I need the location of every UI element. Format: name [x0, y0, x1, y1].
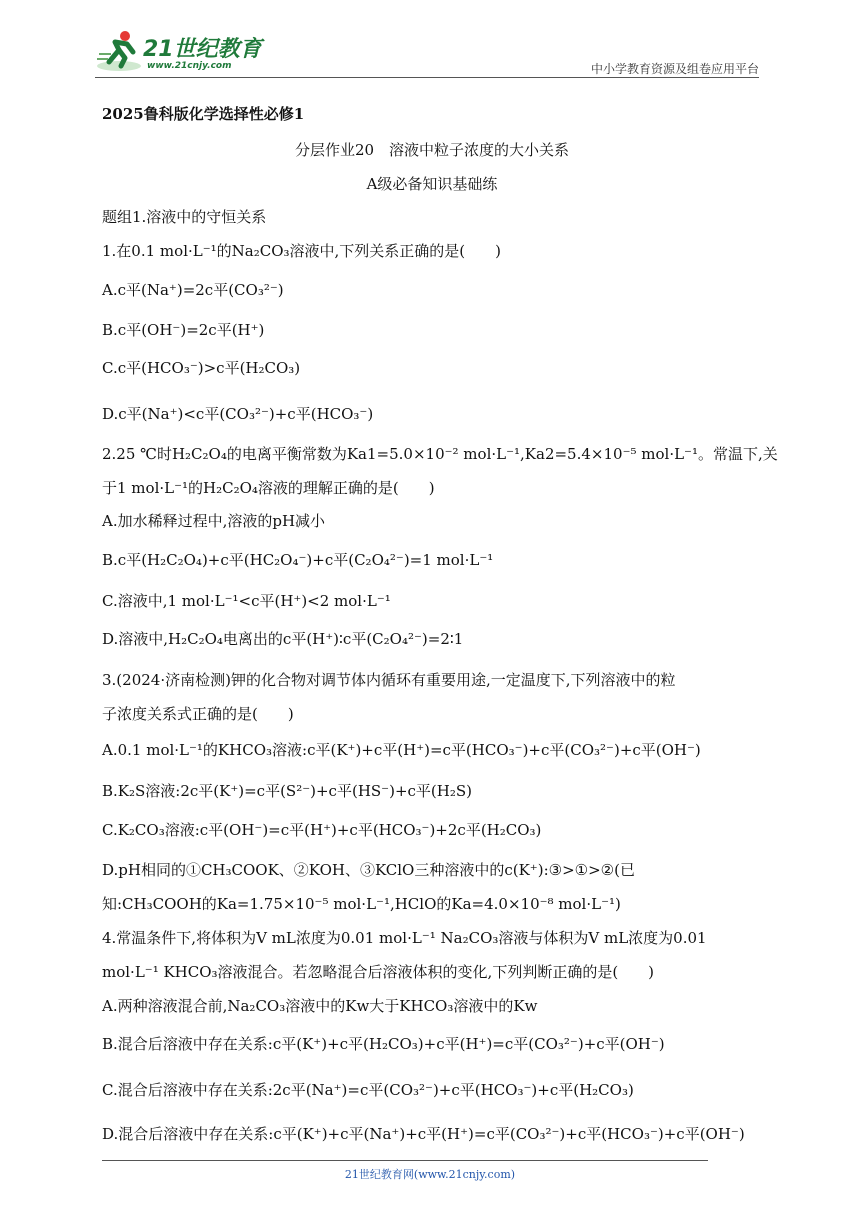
- platform-label: 中小学教育资源及组卷应用平台: [590, 62, 759, 76]
- logo-text: 21世纪教育: [143, 37, 262, 62]
- q3-option-a: A.0.1 mol·L⁻¹的KHCO₃溶液:c平(K⁺)+c平(H⁺)=c平(HCO₃⁻)+c平(CO₃²⁻)+c平(OH⁻): [102, 741, 701, 759]
- q3-option-b: B.K₂S溶液:2c平(K⁺)=c平(S²⁻)+c平(HS⁻)+c平(H₂S): [102, 782, 472, 800]
- q2-option-c: C.溶液中,1 mol·L⁻¹<c平(H⁺)<2 mol·L⁻¹: [102, 592, 391, 610]
- footer-divider: [102, 1160, 708, 1161]
- q3-option-c: C.K₂CO₃溶液:c平(OH⁻)=c平(H⁺)+c平(HCO₃⁻)+2c平(H₂CO₃): [102, 821, 542, 839]
- q1-option-a: A.c平(Na⁺)=2c平(CO₃²⁻): [102, 281, 284, 299]
- runner-logo-icon: [95, 28, 145, 74]
- logo: [95, 28, 275, 74]
- q3-stem-line1: 3.(2024·济南检测)钾的化合物对调节体内循环有重要用途,一定温度下,下列溶液中的粒: [102, 671, 676, 689]
- q2-option-a: A.加水稀释过程中,溶液的pH减小: [102, 512, 326, 530]
- logo-url: www.21cnjy.com: [147, 61, 232, 71]
- q2-stem-line2: 于1 mol·L⁻¹的H₂C₂O₄溶液的理解正确的是( ): [102, 479, 435, 497]
- q3-option-d-line1: D.pH相同的①CH₃COOK、②KOH、③KClO三种溶液中的c(K⁺):③>①>②(已: [102, 861, 635, 879]
- q4-option-d: D.混合后溶液中存在关系:c平(K⁺)+c平(Na⁺)+c平(H⁺)=c平(CO₃²⁻)+c平(HCO₃⁻)+c平(OH⁻): [102, 1125, 745, 1143]
- q4-option-c: C.混合后溶液中存在关系:2c平(Na⁺)=c平(CO₃²⁻)+c平(HCO₃⁻)+c平(H₂CO₃): [102, 1081, 634, 1099]
- q1-option-c: C.c平(HCO₃⁻)>c平(H₂CO₃): [102, 359, 301, 377]
- q2-option-b: B.c平(H₂C₂O₄)+c平(HC₂O₄⁻)+c平(C₂O₄²⁻)=1 mol·L⁻¹: [102, 551, 494, 569]
- q1-option-d: D.c平(Na⁺)<c平(CO₃²⁻)+c平(HCO₃⁻): [102, 405, 374, 423]
- series-title: 2025鲁科版化学选择性必修1: [102, 105, 305, 123]
- header-divider: [95, 77, 759, 78]
- q1-option-b: B.c平(OH⁻)=2c平(H⁺): [102, 321, 265, 339]
- q2-option-d: D.溶液中,H₂C₂O₄电离出的c平(H⁺)∶c平(C₂O₄²⁻)=2∶1: [102, 630, 464, 648]
- q2-stem-line1: 2.25 ℃时H₂C₂O₄的电离平衡常数为Ka1=5.0×10⁻² mol·L⁻¹,Ka2=5.4×10⁻⁵ mol·L⁻¹。常温下,关: [102, 445, 778, 463]
- q4-stem-line2: mol·L⁻¹ KHCO₃溶液混合。若忽略混合后溶液体积的变化,下列判断正确的是( ): [102, 963, 655, 981]
- q4-option-b: B.混合后溶液中存在关系:c平(K⁺)+c平(H₂CO₃)+c平(H⁺)=c平(CO₃²⁻)+c平(OH⁻): [102, 1035, 665, 1053]
- q4-option-a: A.两种溶液混合前,Na₂CO₃溶液中的Kw大于KHCO₃溶液中的Kw: [102, 997, 538, 1015]
- page-header: [95, 28, 759, 78]
- footer-text: 21世纪教育网(www.21cnjy.com): [344, 1168, 516, 1181]
- page-title: 分层作业20 溶液中粒子浓度的大小关系: [294, 141, 570, 159]
- q3-option-d-line2: 知:CH₃COOH的Ka=1.75×10⁻⁵ mol·L⁻¹,HClO的Ka=4.0×10⁻⁸ mol·L⁻¹): [102, 895, 621, 913]
- q3-stem-line2: 子浓度关系式正确的是( ): [102, 705, 294, 723]
- group-title: 题组1.溶液中的守恒关系: [102, 208, 267, 226]
- q1-stem: 1.在0.1 mol·L⁻¹的Na₂CO₃溶液中,下列关系正确的是( ): [102, 242, 501, 260]
- q4-stem-line1: 4.常温条件下,将体积为V mL浓度为0.01 mol·L⁻¹ Na₂CO₃溶液与体积为V mL浓度为0.01: [102, 929, 707, 947]
- level-title: A级必备知识基础练: [366, 175, 498, 193]
